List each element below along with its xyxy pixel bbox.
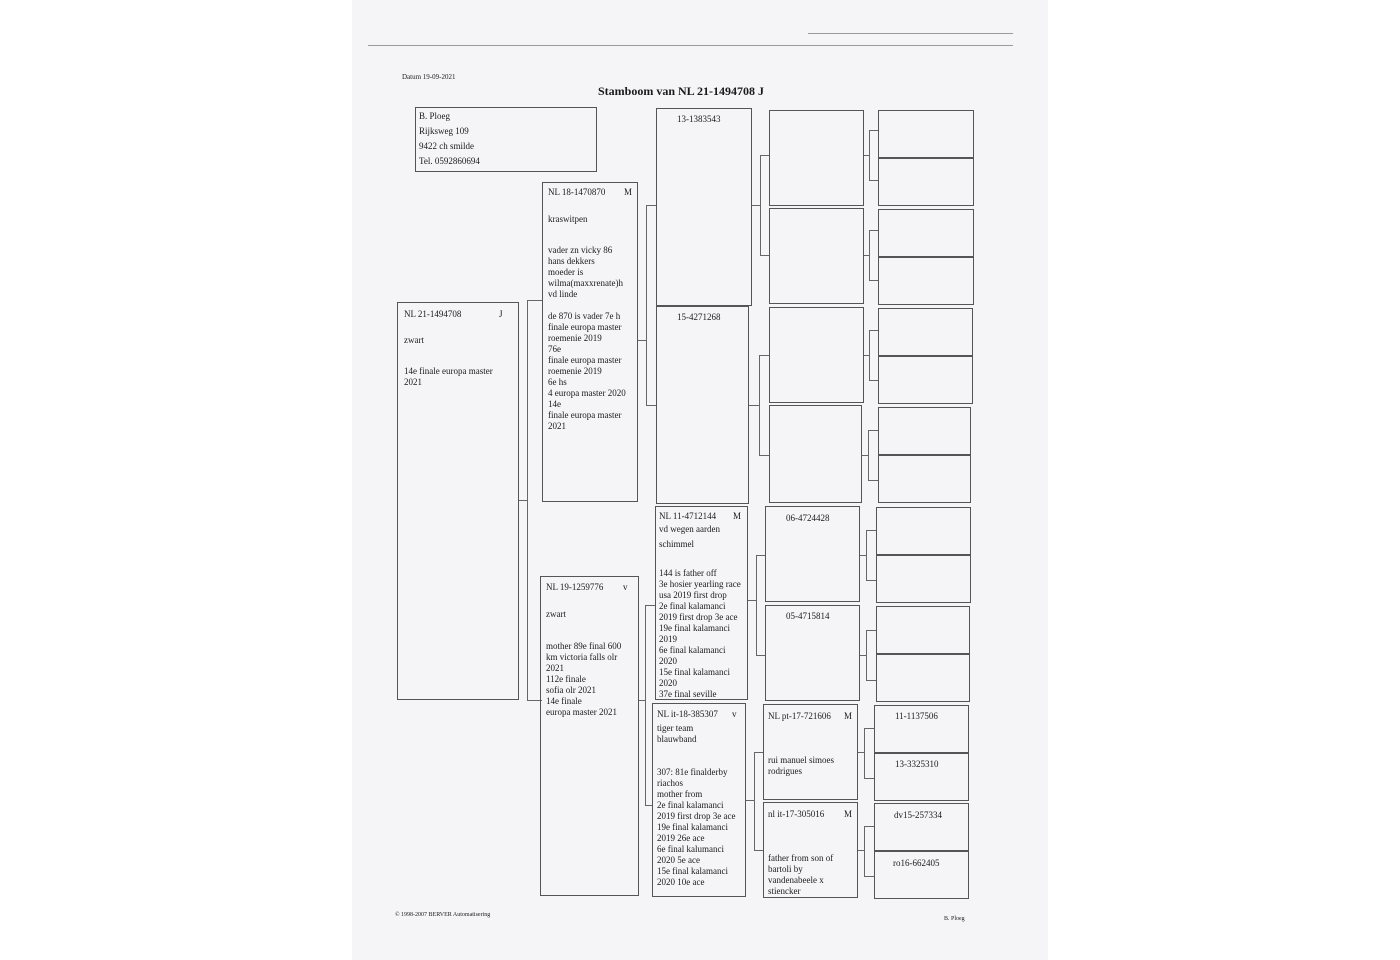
- mfm-ring: 05-4715814: [786, 611, 830, 621]
- mmf-sex: M: [844, 711, 853, 721]
- father-sex: M: [624, 187, 633, 197]
- connector: [754, 752, 763, 753]
- footer-owner: B. Ploeg: [944, 916, 965, 922]
- connector: [749, 405, 759, 406]
- mf-name: vd wegen aarden: [659, 524, 720, 534]
- owner-box: [415, 107, 597, 172]
- connector: [752, 205, 760, 206]
- connector: [866, 580, 876, 581]
- connector: [756, 655, 765, 656]
- gen5-box: [878, 110, 974, 158]
- connector: [869, 330, 878, 331]
- mm-name: tiger team blauwband: [657, 723, 697, 744]
- connector: [754, 752, 755, 850]
- connector: [868, 430, 869, 480]
- connector: [756, 555, 757, 655]
- connector: [645, 805, 652, 806]
- page-title: Stamboom van NL 21-1494708 J: [598, 84, 765, 98]
- mf-ring: NL 11-4712144: [659, 511, 717, 521]
- mmf-box: [763, 704, 858, 800]
- connector: [866, 680, 876, 681]
- connector: [759, 355, 769, 356]
- mmff-box: [874, 705, 969, 753]
- father-color: kraswitpen: [548, 214, 588, 224]
- mm-sex: v: [732, 709, 737, 719]
- mm-box: [652, 703, 746, 897]
- father-notes: vader zn vicky 86 hans dekkers moeder is wilma(maxxrenate)h vd linde de 870 is vader 7e h finale europa master roemenie 2019 76e finale europa master roemenie 2019 6e hs 4 europa master 2020 14e finale europa master 2021: [548, 245, 626, 431]
- mother-box: [540, 576, 639, 896]
- owner-city: 9422 ch smilde: [419, 141, 474, 151]
- connector: [869, 280, 878, 281]
- connector: [527, 300, 542, 301]
- mfm-box: [765, 605, 860, 701]
- connector: [866, 530, 867, 580]
- mm-notes: 307: 81e finalderby riachos mother from 2e final kalamanci 2019 first drop 3e ace 19e final kalamanci 2019 26e ace 6e final kalumanci 2020 5e ace 15e final kalamanci 2020 10e ace: [657, 767, 736, 887]
- mm-ring: NL it-18-385307: [657, 709, 718, 719]
- mff-box: [765, 506, 860, 602]
- connector: [868, 480, 878, 481]
- subject-box: [397, 302, 519, 700]
- connector: [638, 340, 646, 341]
- gen5-box: [878, 209, 974, 257]
- ff-box: [656, 108, 752, 306]
- date-label: Datum 19-09-2021: [402, 73, 456, 81]
- mf-sex: M: [733, 511, 742, 521]
- connector: [868, 430, 878, 431]
- connector: [756, 555, 765, 556]
- gen5-box: [878, 158, 974, 206]
- ffx-box-2: [769, 208, 864, 304]
- gen5-box: [878, 455, 971, 503]
- connector: [760, 155, 761, 255]
- owner-name: B. Ploeg: [419, 111, 451, 121]
- mmf-ring: NL pt-17-721606: [768, 711, 831, 721]
- mff-ring: 06-4724428: [786, 513, 830, 523]
- connector: [746, 800, 754, 801]
- header-rule: [368, 45, 1013, 46]
- connector: [754, 850, 763, 851]
- mother-color: zwart: [546, 609, 566, 619]
- connector: [869, 330, 870, 380]
- subject-notes: 14e finale europa master 2021: [404, 366, 493, 387]
- connector: [645, 605, 646, 805]
- gen5-box: [876, 555, 971, 603]
- connector: [759, 455, 769, 456]
- connector: [869, 130, 878, 131]
- fm-ring: 15-4271268: [677, 312, 721, 322]
- gen5-box: [878, 308, 973, 356]
- footer-copyright: © 1998-2007 BERVER Automatisering: [395, 912, 491, 918]
- fm-box: [656, 306, 749, 504]
- connector: [519, 500, 527, 501]
- connector: [864, 728, 874, 729]
- fmx-box-2: [769, 405, 862, 503]
- mmmm-box: [874, 851, 969, 899]
- mmmf-ring: dv15-257334: [894, 810, 942, 820]
- mmmf-box: [874, 803, 969, 851]
- mf-box: [655, 506, 748, 700]
- mmm-sex: M: [844, 809, 853, 819]
- connector: [646, 405, 656, 406]
- gen5-box: [878, 257, 974, 305]
- connector: [866, 630, 876, 631]
- mmmm-ring: ro16-662405: [893, 858, 940, 868]
- mother-ring: NL 19-1259776: [546, 582, 604, 592]
- connector: [869, 180, 878, 181]
- connector: [866, 630, 867, 680]
- subject-sex: J: [499, 309, 503, 319]
- mmfm-ring: 13-3325310: [895, 759, 939, 769]
- gen5-box: [878, 356, 973, 404]
- connector: [864, 876, 874, 877]
- gen5-box: [876, 606, 970, 654]
- connector: [866, 530, 876, 531]
- mmf-notes: rui manuel simoes rodrigues: [768, 755, 834, 776]
- connector: [646, 205, 656, 206]
- connector: [645, 605, 655, 606]
- gen5-box: [876, 507, 971, 555]
- mmff-ring: 11-1137506: [895, 711, 938, 721]
- subject-color: zwart: [404, 335, 424, 345]
- fmx-box-1: [769, 307, 864, 403]
- connector: [864, 826, 865, 876]
- owner-street: Rijksweg 109: [419, 126, 469, 136]
- mother-sex: v: [623, 582, 628, 592]
- mmfm-box: [874, 753, 969, 801]
- mf-notes: 144 is father off 3e hosier yearling race usa 2019 first drop 2e final kalamanci 2019 first drop 3e ace 19e final kalamanci 2019 6e final kalamanci 2020 15e final kalamanci 2020 37e final seville: [659, 568, 741, 699]
- gen5-box: [876, 654, 970, 702]
- mmm-ring: nl it-17-305016: [768, 809, 825, 819]
- connector: [864, 778, 874, 779]
- father-ring: NL 18-1470870: [548, 187, 606, 197]
- connector: [864, 728, 865, 778]
- mmm-box: [763, 802, 858, 898]
- connector: [527, 300, 528, 700]
- connector: [760, 155, 769, 156]
- mother-notes: mother 89e final 600 km victoria falls olr 2021 112e finale sofia olr 2021 14e finale europa master 2021: [546, 641, 622, 717]
- connector: [760, 255, 769, 256]
- connector: [759, 355, 760, 455]
- connector: [864, 826, 874, 827]
- ff-ring: 13-1383543: [677, 114, 721, 124]
- mf-color: schimmel: [659, 539, 694, 549]
- connector: [646, 205, 647, 405]
- header-rule-top: [808, 33, 1013, 34]
- mmm-notes: father from son of bartoli by vandenabeele x stiencker: [768, 853, 834, 896]
- gen5-box: [878, 407, 971, 455]
- connector: [748, 600, 756, 601]
- father-box: [542, 182, 638, 502]
- subject-ring: NL 21-1494708: [404, 309, 462, 319]
- owner-phone: Tel. 0592860694: [419, 156, 480, 166]
- connector: [869, 380, 878, 381]
- ffx-box-1: [769, 110, 864, 206]
- connector: [869, 230, 878, 231]
- connector: [869, 230, 870, 280]
- connector: [869, 130, 870, 180]
